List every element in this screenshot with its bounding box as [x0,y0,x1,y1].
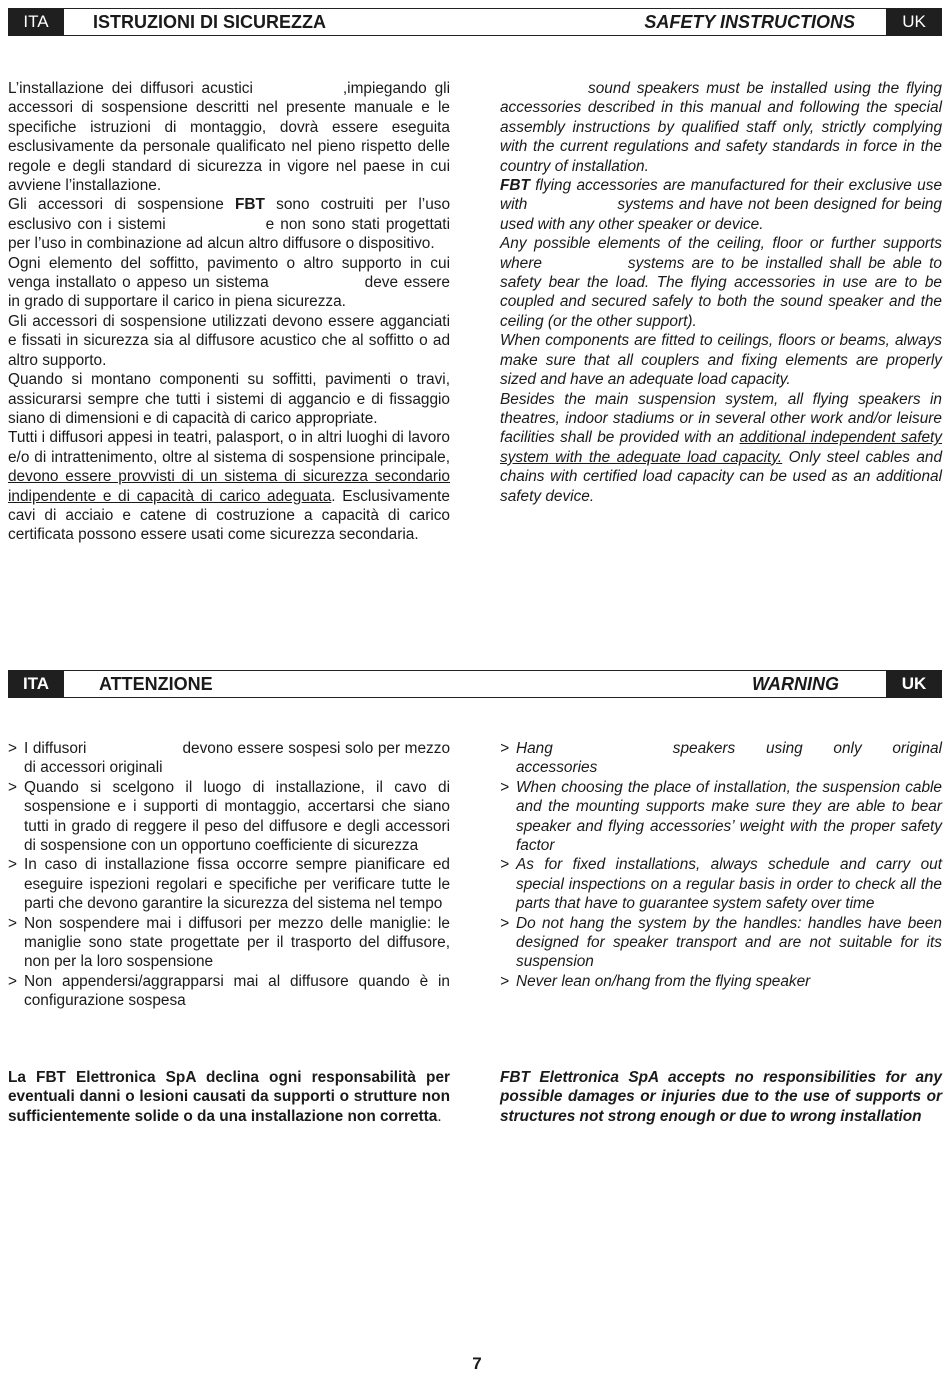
bullet-list [8,739,450,1011]
text: Never lean on/hang from the flying speaker [516,972,811,990]
section-title-italian: ISTRUZIONI DI SICUREZZA [93,12,326,32]
list-item [500,739,942,778]
text: Hang [516,740,553,757]
paragraph [500,176,942,234]
bullet-marker: > [8,740,17,757]
paragraph [8,428,450,544]
text: I diffusori [24,740,87,757]
list-item [8,855,450,913]
bullet-marker: > [500,914,509,932]
list-item [500,972,942,991]
bullet-marker: > [8,914,17,932]
bullet-marker: > [500,740,509,757]
text: Ogni elemento del soffitto, pavimento o altro supporto in cui venga installato o appeso un sistema [8,254,450,292]
text: Do not hang the system by the handles: handles have been designed for speaker transport and are not suitable for its suspension [516,914,942,971]
text: Any possible elements of the ceiling, floor or further supports where [500,235,942,272]
text: . [437,1107,442,1125]
section-title-italian: ATTENZIONE [99,674,213,694]
english-warning-list [500,739,942,991]
language-tag-ita: ITA [8,670,64,698]
text: As for fixed installations, always schedule and carry out special inspections on a regular basis in order to check all the parts that have to guarantee system safety over time [516,856,942,913]
page-number: 7 [472,1354,482,1373]
paragraph: Quando si montano componenti su soffitti, pavimenti o travi, assicurarsi sempre che tutti i sistemi di aggancio e di fissaggio siano di dimensioni e di capacità di carico appropriate. [8,371,450,427]
brand-name: FBT [500,177,530,195]
paragraph [8,254,450,312]
list-item [8,972,450,1011]
language-tag-uk: UK [886,670,942,698]
text: Gli accessori di sospensione [8,196,224,214]
text: ,impiegando gli accessori di sospensione descritti nel presente manuale e le specifiche istruzioni di montaggio, dovrà essere eseguita esclusivamente da personale qualificato nel pieno rispetto delle regole e degli standard di sicurezza in vigore nel paese in cui avviene l’installazione. [8,80,450,195]
paragraph [8,195,450,253]
disclaimer-english: FBT Elettronica SpA accepts no responsibilities for any possible damages or injuries due to the use of supports or structures not strong enough or due to wrong installation [500,1069,942,1125]
list-item [500,914,942,972]
list-item [8,739,450,778]
disclaimer-italian [8,1068,450,1126]
list-item [500,778,942,856]
bullet-list [500,739,942,991]
paragraph [500,390,942,506]
paragraph: Gli accessori di sospensione utilizzati devono essere agganciati e fissati in sicurezza sia al diffusore acustico che al soffitto o ad altro supporto. [8,312,450,369]
list-item [500,855,942,913]
text: Non appendersi/aggrapparsi mai al diffusore quando è in configurazione sospesa [24,972,450,1010]
section-title-english: SAFETY INSTRUCTIONS [644,12,855,32]
brand-name: FBT [235,196,265,214]
text: When choosing the place of installation, the suspension cable and the mounting supports make sure they are able to bear speaker and flying accessories’ weight with the proper safety factor [516,778,942,855]
underlined-text: additional independent safety system with the adequate load capacity. [500,429,942,466]
warning-header [8,670,942,698]
list-item [8,778,450,856]
bullet-marker: > [8,778,17,796]
text: e non sono stati progettati per l’uso in combinazione ad alcun altro diffusore o dispositivo. [8,215,450,253]
text: sono costruiti per l’uso esclusivo con i sistemi [8,196,451,233]
text: sound speakers must be installed using the flying accessories described in this manual and following the special assembly instructions by qualified staff only, strictly complying with the current regulations and safety standards in force in the country of installation. [500,80,942,175]
section-title-english: WARNING [752,674,839,694]
text: Tutti i diffusori appesi in teatri, palasport, o in altri luoghi di lavoro e/o di intrattenimento, oltre al sistema di sospensione principale, [8,429,450,466]
text: L’installazione dei diffusori acustici [8,80,253,97]
text: Non sospendere mai i diffusori per mezzo delle maniglie: le maniglie sono state progettate per il trasporto del diffusore, non per la loro sospensione [24,914,450,971]
text: systems and have not been designed for being used with any other speaker or device. [500,196,942,233]
text: deve essere in grado di supportare il carico in piena sicurezza. [8,274,450,311]
text: devono essere sospesi solo per mezzo di accessori originali [24,740,450,777]
language-tag-uk: UK [886,8,942,36]
paragraph [8,79,450,195]
italian-warning-list [8,739,450,1011]
paragraph [500,79,942,176]
text: Quando si scelgono il luogo di installazione, il cavo di sospensione e i supporti di montaggio, accertarsi che siano tutti in grado di reggere il peso del diffusore e degli accessori di sospensione con un opportuno coefficiente di sicurezza [24,778,450,855]
bullet-marker: > [500,856,509,874]
paragraph: When components are fitted to ceilings, floors or beams, always make sure that all couplers and fixing elements are properly sized and have an adequate load capacity. [500,332,942,389]
bullet-marker: > [8,856,17,874]
list-item [8,914,450,972]
text: La FBT Elettronica SpA declina ogni responsabilità per eventuali danni o lesioni causati da supporti o strutture non sufficientemente solide o da una installazione non corretta [8,1069,450,1125]
bullet-marker: > [8,972,17,990]
bullet-marker: > [500,778,509,796]
language-tag-ita: ITA [8,8,64,36]
underlined-text: devono essere provvisti di un sistema di sicurezza secondario indipendente e di capacità di carico adeguata [8,468,450,505]
english-safety-text [500,79,942,506]
text: In caso di installazione fissa occorre sempre pianificare ed eseguire ispezioni regolari e specifiche per verificare tutte le parti che devono garantire la sicurezza del sistema nel tempo [24,856,450,913]
text: speakers using only original accessories [516,740,942,777]
text: Only steel cables and chains with certified load capacity can be used as an additional safety device. [500,448,943,505]
text: flying accessories are manufactured for their exclusive use with [500,177,942,214]
safety-instructions-header [8,8,942,36]
text: systems are to be installed shall be able to safety bear the load. The flying accessories in use are to be coupled and secured safely to both the sound speaker and the ceiling (or the other support). [500,254,942,330]
paragraph [500,234,942,331]
text: . Esclusivamente cavi di acciaio e catene di costruzione a capacità di carico certificata possono essere usati come sicurezza secondaria. [8,487,450,544]
text: Besides the main suspension system, all flying speakers in theatres, indoor stadiums or in several other work and/or leisure facilities shall be provided with an [500,390,942,447]
italian-safety-text [8,79,450,545]
bullet-marker: > [500,972,509,990]
